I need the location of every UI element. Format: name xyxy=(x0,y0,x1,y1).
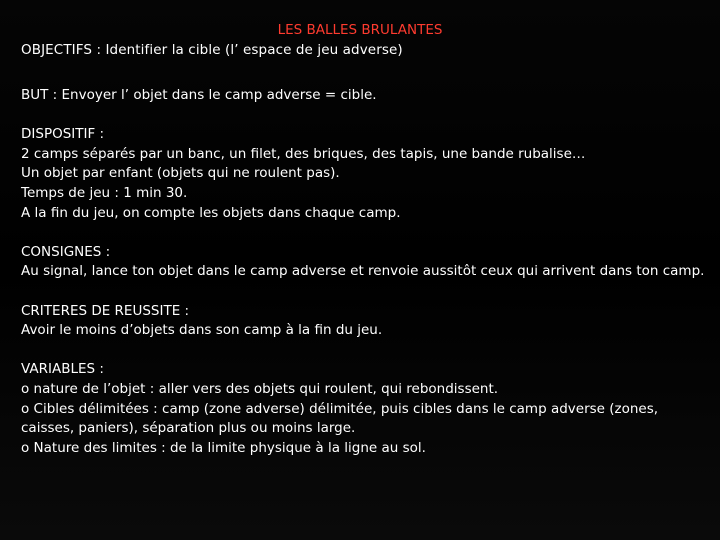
spacer xyxy=(21,223,711,243)
variables-item: o Nature des limites : de la limite physique à la ligne au sol. xyxy=(21,439,426,456)
variables-item: o Cibles délimitées : camp (zone adverse) délimitée, puis cibles dans le camp adverse (zones, caisses, paniers), séparation plus ou moins large. xyxy=(21,400,659,437)
consignes-heading: CONSIGNES : xyxy=(21,243,111,260)
spacer xyxy=(21,106,711,126)
spacer xyxy=(21,341,711,361)
consignes-text: Au signal, lance ton objet dans le camp adverse et renvoie aussitôt ceux qui arrivent dans ton camp. xyxy=(21,263,705,280)
variables-item: o nature de l’objet : aller vers des objets qui roulent, qui rebondissent. xyxy=(21,380,499,397)
dispositif-line: Un objet par enfant (objets qui ne roulent pas). xyxy=(21,165,340,182)
variables-heading: VARIABLES : xyxy=(21,361,104,378)
criteres-heading: CRITERES DE REUSSITE : xyxy=(21,302,190,319)
dispositif-line: A la fin du jeu, on compte les objets dans chaque camp. xyxy=(21,204,401,221)
dispositif-line: 2 camps séparés par un banc, un filet, des briques, des tapis, une bande rubalise… xyxy=(21,145,586,162)
slide-body xyxy=(21,86,711,458)
dispositif-heading: DISPOSITIF : xyxy=(21,126,105,143)
but-line: BUT : Envoyer l’ objet dans le camp adverse = cible. xyxy=(21,87,377,103)
slide-title: LES BALLES BRULANTES xyxy=(277,22,443,38)
spacer xyxy=(21,282,711,302)
dispositif-line: Temps de jeu : 1 min 30. xyxy=(21,184,188,201)
objectifs-line: OBJECTIFS : Identifier la cible (l’ espace de jeu adverse) xyxy=(21,42,403,58)
criteres-text: Avoir le moins d’objets dans son camp à la fin du jeu. xyxy=(21,322,383,339)
